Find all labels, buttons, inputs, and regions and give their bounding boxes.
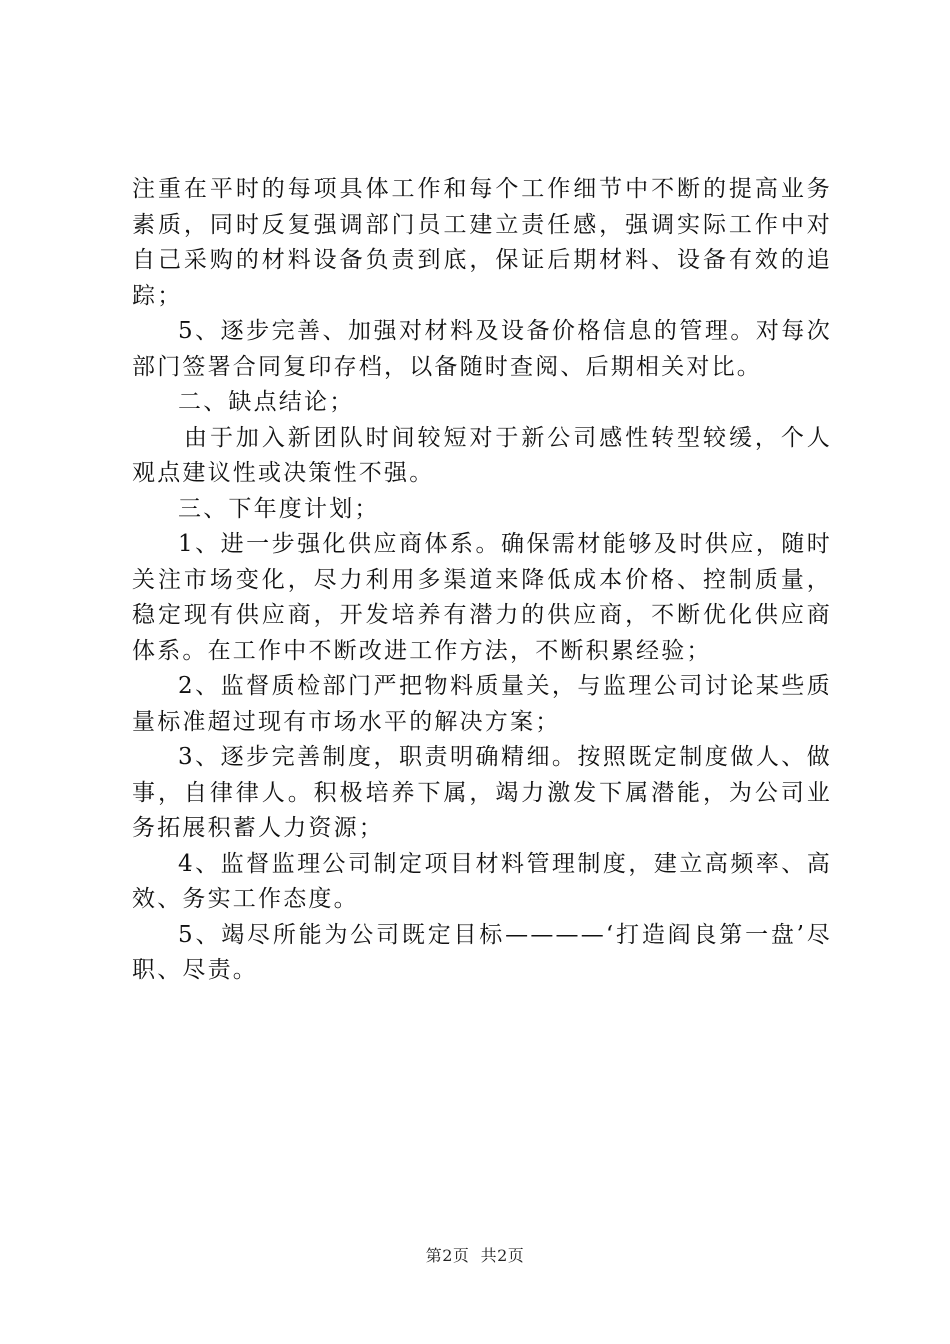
paragraph-plan-5: 5、竭尽所能为公司既定目标————‘打造阎良第一盘’尽职、尽责。 [132, 921, 832, 983]
document-body [132, 172, 832, 989]
section-heading-next-year-plan: 三、下年度计划； [178, 495, 380, 522]
page-footer [0, 1243, 950, 1266]
paragraph-shortcomings: 由于加入新团队时间较短对于新公司感性转型较缓，个人观点建议性或决策性不强。 [132, 424, 832, 486]
paragraph-continuation: 注重在平时的每项具体工作和每个工作细节中不断的提高业务素质，同时反复强调部门员工建立责任感，强调实际工作中对自己采购的材料设备负责到底，保证后期材料、设备有效的追踪； [132, 176, 832, 309]
page-number: 第2页 共2页 [425, 1246, 525, 1265]
paragraph-plan-2: 2、监督质检部门严把物料质量关，与监理公司讨论某些质量标准超过现有市场水平的解决方案； [132, 673, 832, 735]
paragraph-plan-4: 4、监督监理公司制定项目材料管理制度，建立高频率、高效、务实工作态度。 [132, 850, 832, 912]
section-heading-shortcomings: 二、缺点结论； [178, 389, 355, 415]
paragraph-item-5-price-info: 5、逐步完善、加强对材料及设备价格信息的管理。对每次部门签署合同复印存档，以备随时查阅、后期相关对比。 [132, 318, 832, 380]
paragraph-plan-3: 3、逐步完善制度，职责明确精细。按照既定制度做人、做事，自律律人。积极培养下属，竭力激发下属潜能，为公司业务拓展积蓄人力资源； [132, 744, 832, 841]
paragraph-plan-1: 1、进一步强化供应商体系。确保需材能够及时供应，随时关注市场变化，尽力利用多渠道来降低成本价格、控制质量，稳定现有供应商，开发培养有潜力的供应商，不断优化供应商体系。在工作中不断改进工作方法，不断积累经验； [132, 531, 832, 664]
